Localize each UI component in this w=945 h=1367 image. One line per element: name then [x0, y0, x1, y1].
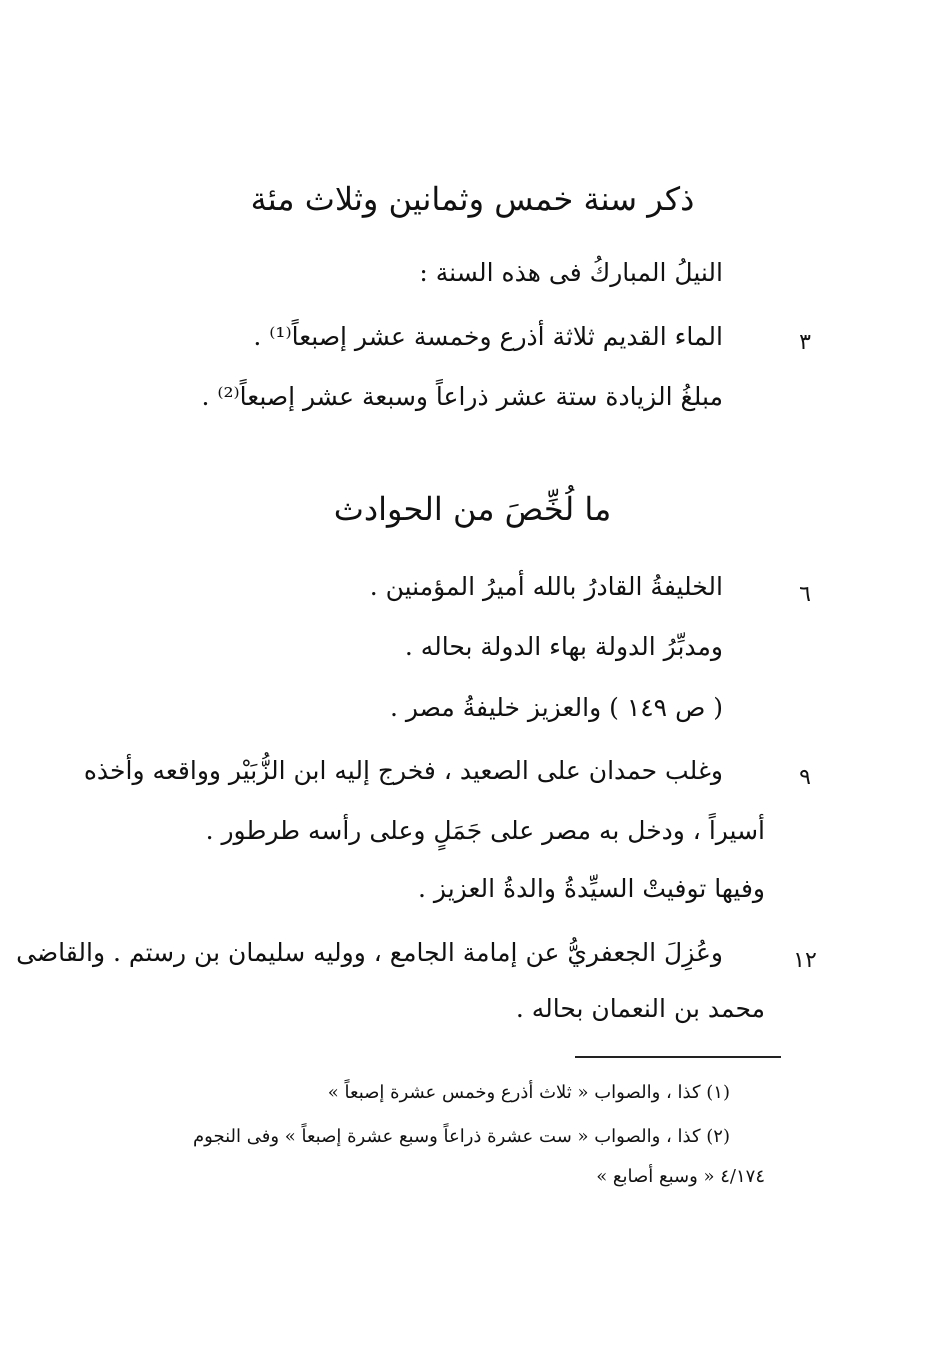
- line-number-3: ٣: [799, 330, 811, 355]
- footnote-2-continued: ٤/١٧٤ « وسبع أصابع »: [596, 1166, 765, 1187]
- line-number-6: ٦: [799, 582, 811, 607]
- text-line-old-water: الماء القديم ثلاثة أذرع وخمسة عشر إصبعاً⁽¹⁾ .: [253, 322, 723, 351]
- line-number-9: ٩: [799, 765, 811, 790]
- text-line-nile-intro: النيلُ المباركُ فى هذه السنة :: [419, 258, 723, 287]
- text-line-aziz: ( ص ١٤٩ ) والعزيز خليفةُ مصر .: [389, 693, 723, 722]
- footnote-divider: [575, 1056, 781, 1058]
- text-line-jafari-2: محمد بن النعمان بحاله .: [515, 994, 765, 1023]
- text-line-hamdan-1: وغلب حمدان على الصعيد ، فخرج إليه ابن الزُّبَيْر وواقعه وأخذه: [83, 756, 723, 785]
- text-line-manager: ومدبِّرُ الدولة بهاء الدولة بحاله .: [404, 632, 723, 661]
- text-line-increase: مبلغُ الزيادة ستة عشر ذراعاً وسبعة عشر إصبعاً⁽²⁾ .: [201, 382, 723, 411]
- footnote-2: (٢) كذا ، والصواب « ست عشرة ذراعاً وسبع عشرة إصبعاً » وفى النجوم: [193, 1126, 730, 1147]
- text-line-jafari-1: وعُزِلَ الجعفريُّ عن إمامة الجامع ، ووليه سليمان بن رستم . والقاضى: [16, 938, 723, 967]
- line-number-12: ١٢: [793, 948, 817, 973]
- text-line-hamdan-2: أسيراً ، ودخل به مصر على جَمَلٍ وعلى رأسه طرطور .: [205, 816, 765, 845]
- section-heading-year: ذكر سنة خمس وثمانين وثلاث مئة: [250, 180, 695, 218]
- text-line-death: وفيها توفيتْ السيِّدةُ والدةُ العزيز .: [418, 874, 765, 903]
- section-heading-events: ما لُخِّصَ من الحوادث: [333, 490, 612, 528]
- footnote-1: (١) كذا ، والصواب « ثلاث أذرع وخمس عشرة إصبعاً »: [327, 1082, 730, 1103]
- text-line-caliph: الخليفةُ القادرُ بالله أميرُ المؤمنين .: [369, 572, 723, 601]
